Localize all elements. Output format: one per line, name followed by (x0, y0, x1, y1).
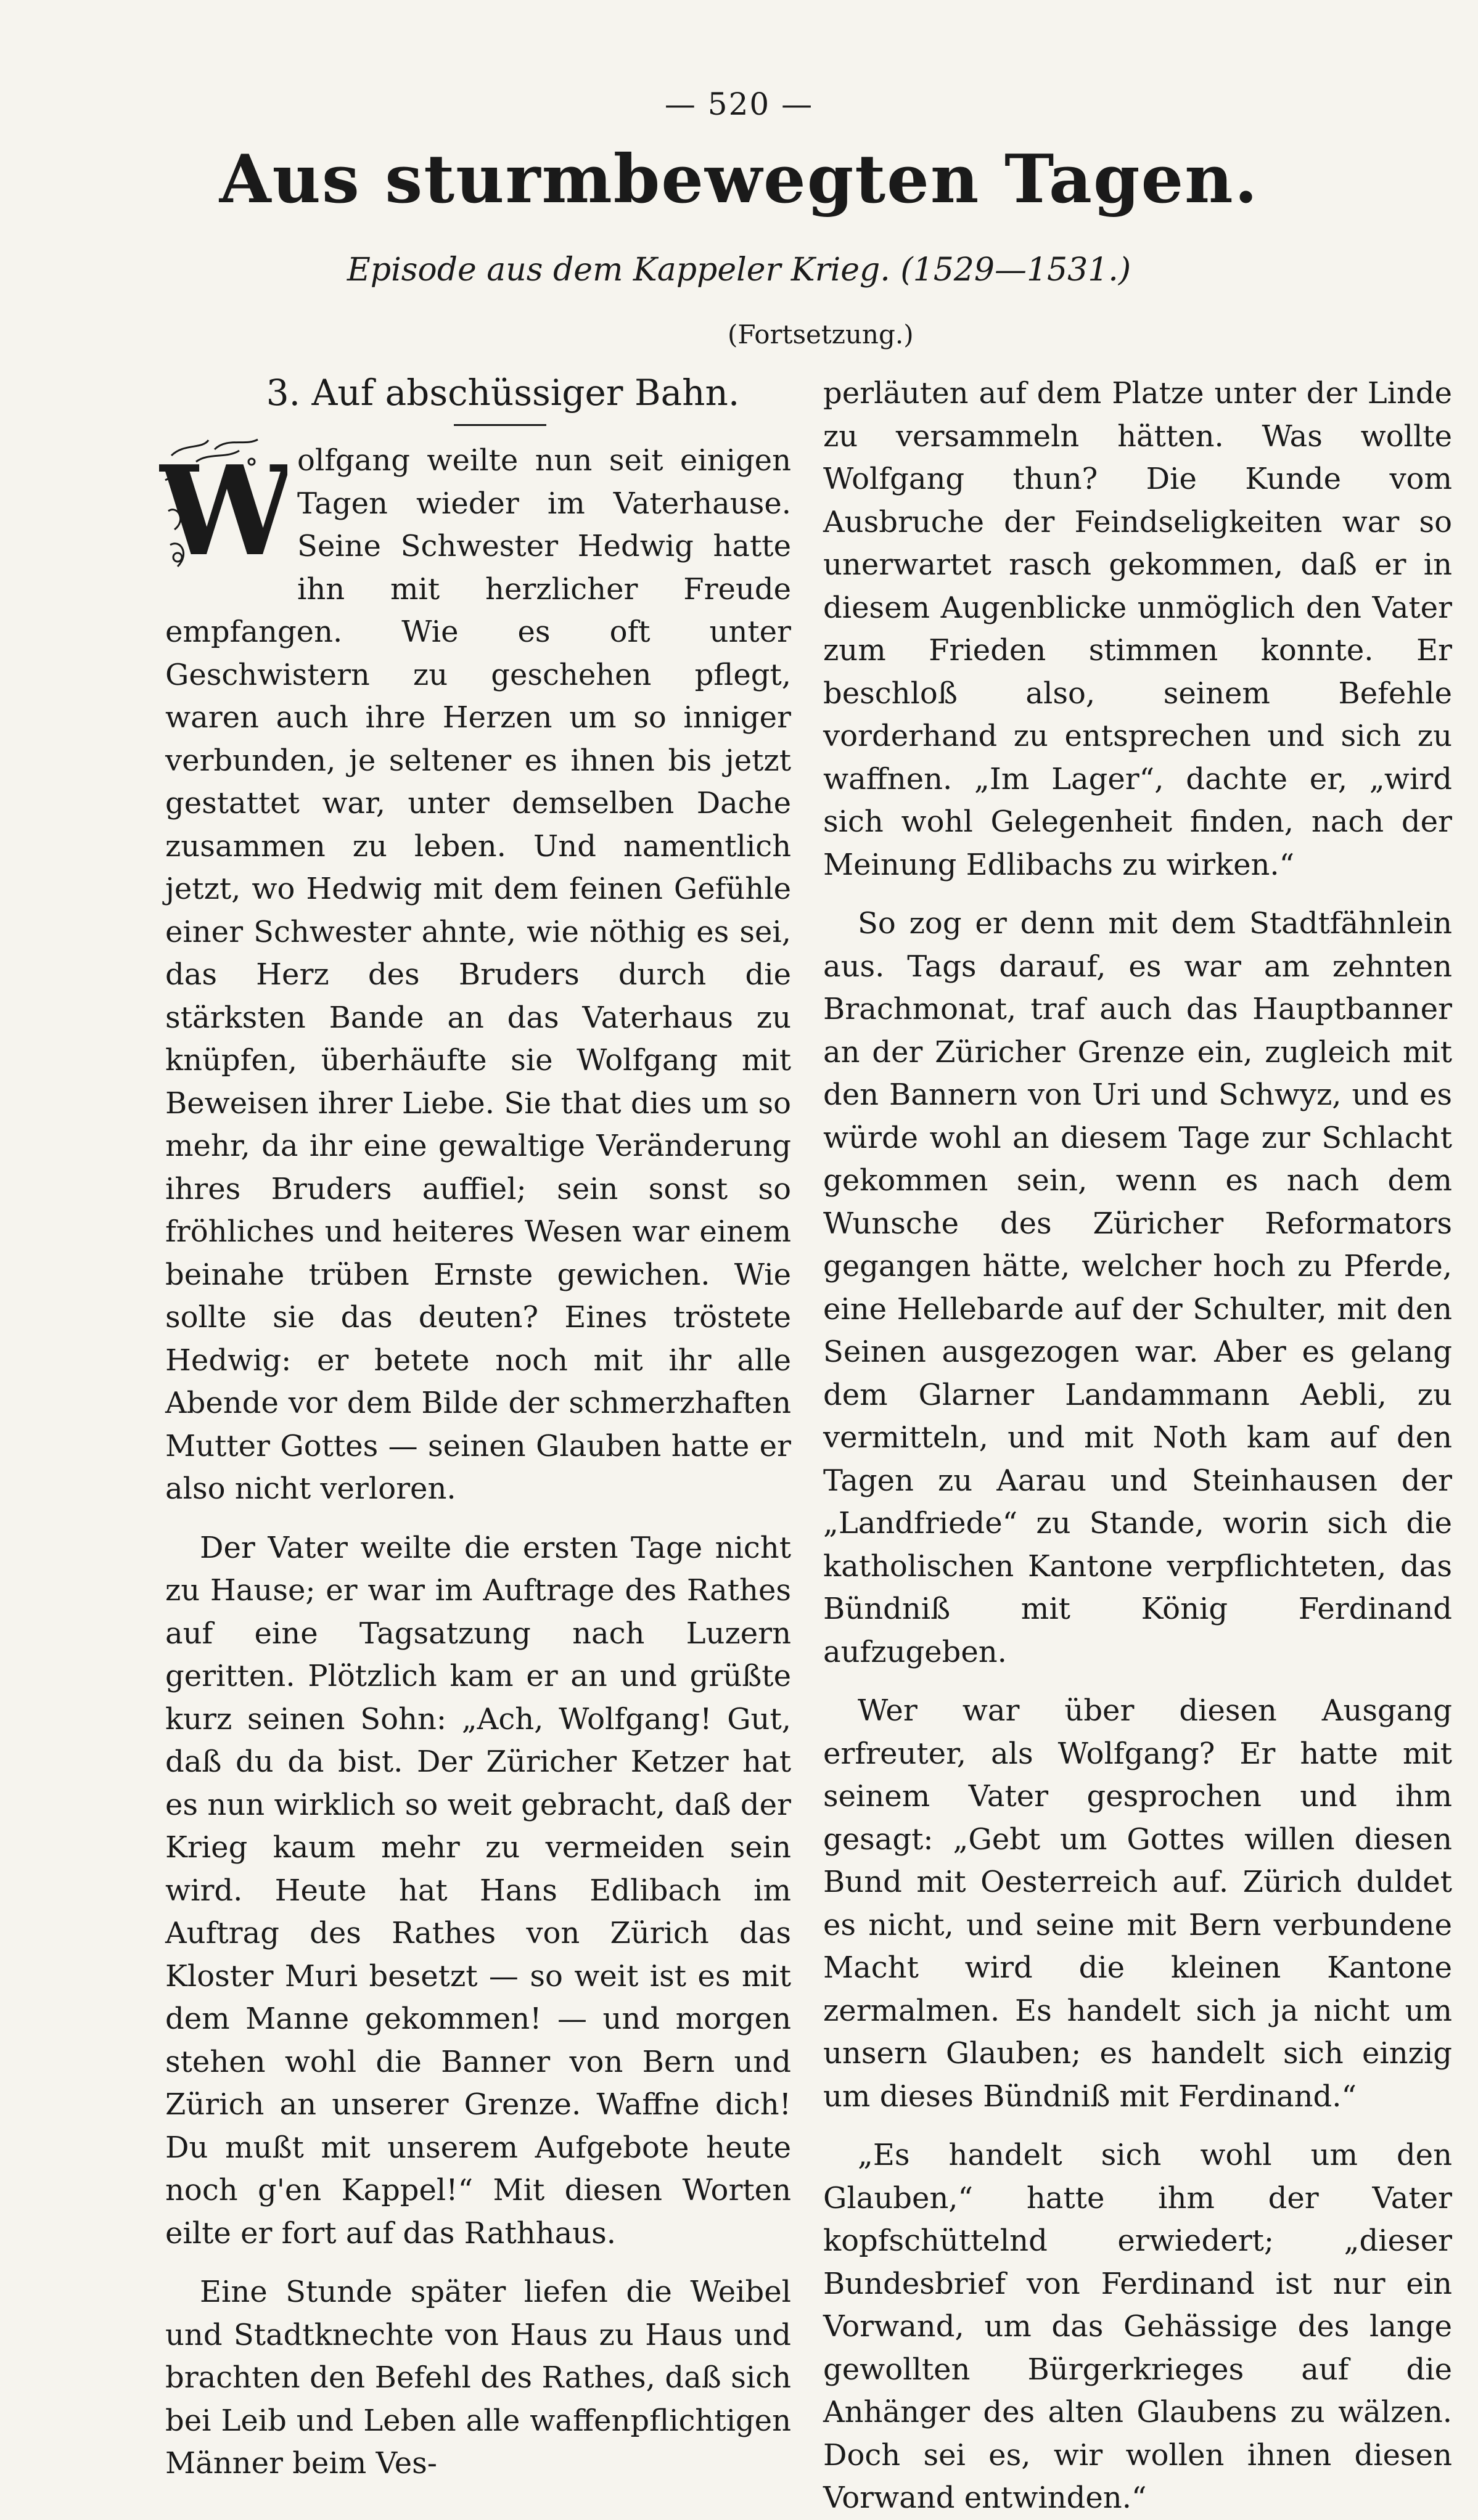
article-title: Aus sturmbewegten Tagen. (219, 141, 1259, 218)
paragraph: W olfgang weilte nun seit einigen Tagen wieder im Vaterhause. Seine Schwester Hedwig hatte ihn mit herzlicher Freude empfangen. Wie es oft unter Geschwistern zu geschehen pflegt, waren auch ihre Herzen um so inniger verbunden, je seltener es ihnen bis jetzt gestattet war, unter demselben Dache zusammen zu leben. Und namentlich jetzt, wo Hedwig mit dem feinen Gefühle einer Schwester ahnte, wie nöthig es sei, das Herz des Bruders durch die stärksten Bande an das Vaterhaus zu knüpfen, überhäufte sie Wolfgang mit Beweisen ihrer Liebe. Sie that dies um so mehr, da ihr eine gewaltige Veränderung ihres Bruders auffiel; sein sonst so fröhliches und heiteres Wesen war einem beinahe trüben Ernste gewichen. Wie sollte sie das deuten? Eines tröstete Hedwig: er betete noch mit ihr alle Abende vor dem Bilde der schmerzhaften Mutter Gottes — seinen Glauben hatte er also nicht verloren. (165, 440, 791, 1511)
right-column (823, 372, 1452, 2520)
section-divider (454, 424, 546, 426)
paragraph: Wer war über diesen Ausgang erfreuter, als Wolfgang? Er hatte mit seinem Vater gesprochen und ihm gesagt: „Gebt um Gottes willen diesen Bund mit Oesterreich auf. Zürich duldet es nicht, und seine mit Bern verbundene Macht wird die kleinen Kantone zermalmen. Es handelt sich ja nicht um unsern Glauben; es handelt sich einzig um dieses Bündniß mit Ferdinand.“ (823, 1693, 1452, 2114)
page-number: — 520 — (664, 86, 814, 122)
paragraph: perläuten auf dem Platze unter der Linde zu versammeln hätten. Was wollte Wolfgang thun? Die Kunde vom Ausbruche der Feindseligkeiten war so unerwartet rasch gekommen, daß er in diesem Augenblicke unmöglich den Vater zum Frieden stimmen konnte. Er beschloß also, seinem Befehle vorderhand zu entsprechen und sich zu waffnen. „Im Lager“, dachte er, „wird sich wohl Gelegenheit finden, nach der Meinung Edlibachs zu wirken.“ (823, 376, 1452, 882)
left-column (159, 372, 791, 2485)
article-subtitle: Episode aus dem Kappeler Krieg. (1529—1531.) (347, 252, 1131, 288)
dropcap-letter: W (159, 439, 287, 580)
paragraph: So zog er denn mit dem Stadtfähnlein aus. Tags darauf, es war am zehnten Brachmonat, traf auch das Hauptbanner an der Züricher Grenze ein, zugleich mit den Bannern von Uri und Schwyz, und es würde wohl an diesem Tage zur Schlacht gekommen sein, wenn es nach dem Wunsche des Züricher Reformators gegangen hätte, welcher hoch zu Pferde, eine Hellebarde auf der Schulter, mit den Seinen ausgezogen war. Aber es gelang dem Glarner Landammann Aebli, zu vermitteln, und mit Noth kam auf den Tagen zu Aarau und Steinhausen der „Landfriede“ zu Stande, worin sich die katholischen Kantone verpflichteten, das Bündniß mit König Ferdinand aufzugeben. (823, 906, 1452, 1669)
ornamental-dropcap-icon (159, 437, 287, 580)
section-heading: 3. Auf abschüssiger Bahn. (266, 372, 740, 414)
paragraph: Der Vater weilte die ersten Tage nicht zu Hause; er war im Auftrage des Rathes auf eine Tagsatzung nach Luzern geritten. Plötzlich kam er an und grüßte kurz seinen Sohn: „Ach, Wolfgang! Gut, daß du da bist. Der Züricher Ketzer hat es nun wirklich so weit gebracht, daß der Krieg kaum mehr zu vermeiden sein wird. Heute hat Hans Edlibach im Auftrag des Rathes von Zürich das Kloster Muri besetzt — so weit ist es mit dem Manne gekommen! — und morgen stehen wohl die Banner von Bern und Zürich an unserer Grenze. Waffne dich! Du mußt mit unserem Aufgebote heute noch g'en Kappel!“ Mit diesen Worten eilte er fort auf das Rathhaus. (165, 1530, 791, 2251)
continuation-note: (Fortsetzung.) (728, 319, 914, 350)
paragraph: Eine Stunde später liefen die Weibel und Stadtknechte von Haus zu Haus und brachten den Befehl des Rathes, daß sich bei Leib und Leben alle waffenpflichtigen Männer beim Ves- (165, 2275, 791, 2481)
paragraph: „Es handelt sich wohl um den Glauben,“ hatte ihm der Vater kopfschüttelnd erwiedert; „dieser Bundesbrief von Ferdinand ist nur ein Vorwand, um das Gehässige des lange gewollten Bürgerkrieges auf die Anhänger des alten Glaubens zu wälzen. Doch sei es, wir wollen ihnen diesen Vorwand entwinden.“ (823, 2138, 1452, 2515)
